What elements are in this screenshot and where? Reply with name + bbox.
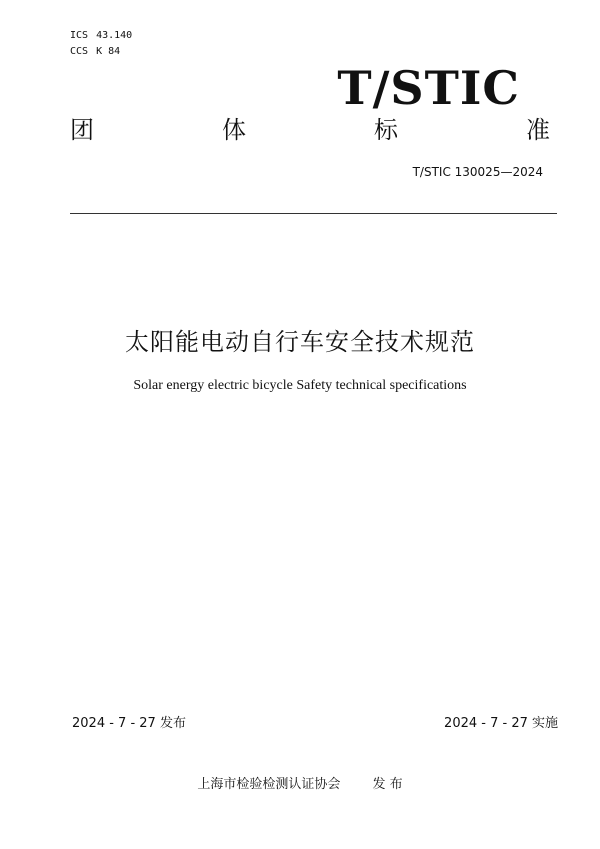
- standard-type-char: 体: [222, 116, 246, 144]
- standard-type-char: 标: [374, 116, 398, 144]
- publisher: [0, 776, 600, 794]
- ccs-label: CCS: [70, 46, 89, 57]
- standard-type-char: 团: [70, 116, 94, 144]
- publisher-name: 上海市检验检测认证协会: [197, 777, 341, 792]
- standard-type: [70, 115, 550, 145]
- standard-type-char: 准: [526, 116, 550, 144]
- ccs-value: K 84: [96, 46, 121, 57]
- ccs-code: [70, 45, 120, 58]
- ics-code: [70, 29, 132, 42]
- document-title-chinese: 太阳能电动自行车安全技术规范: [125, 328, 475, 356]
- header-divider: [70, 213, 557, 214]
- standard-logo: T/STIC: [337, 61, 520, 115]
- ics-value: 43.140: [96, 30, 133, 41]
- document-title-english: Solar energy electric bicycle Safety technical specifications: [133, 378, 467, 393]
- implementation-date: 2024 - 7 - 27 实施: [444, 716, 558, 731]
- publisher-action: 发 布: [372, 777, 403, 792]
- standard-number: T/STIC 130025—2024: [412, 165, 543, 179]
- ics-label: ICS: [70, 30, 89, 41]
- issue-date: 2024 - 7 - 27 发布: [72, 716, 186, 731]
